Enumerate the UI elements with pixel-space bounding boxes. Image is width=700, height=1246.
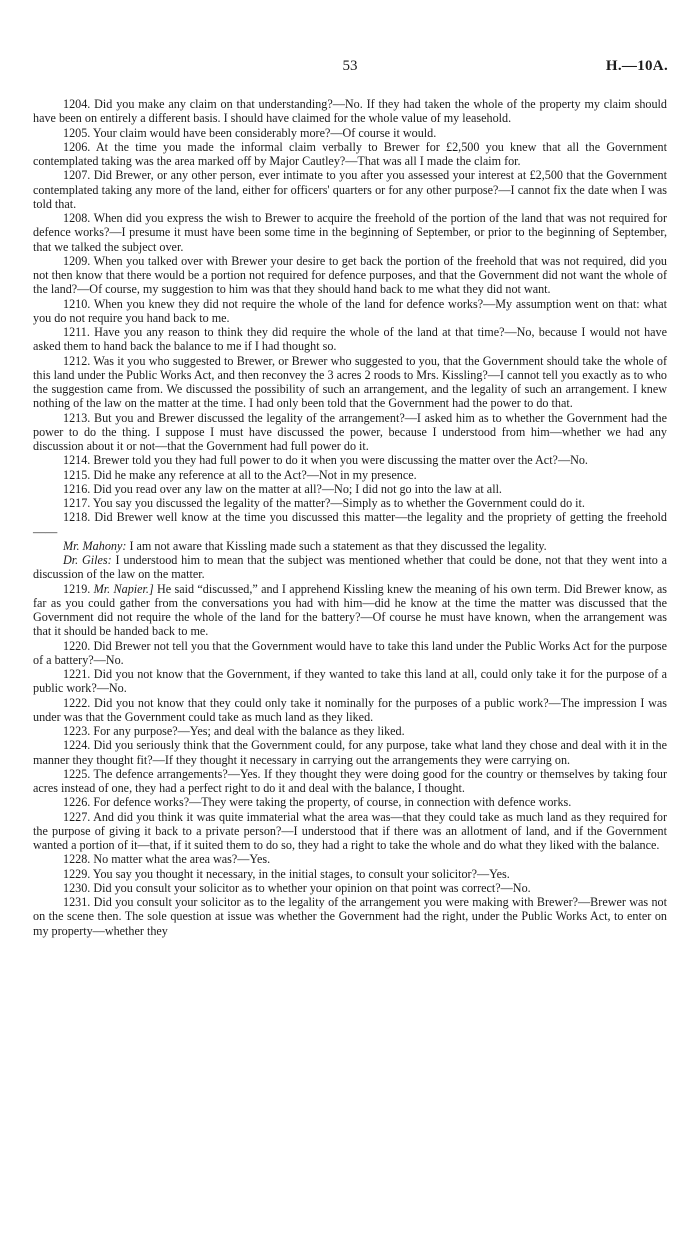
paragraph: Dr. Giles: I understood him to mean that the subject was mentioned whether that could be done, not that they went into a discussion of the law on the matter. bbox=[33, 553, 667, 582]
paragraph: Mr. Mahony: I am not aware that Kissling made such a statement as that they discussed the legality. bbox=[63, 538, 547, 553]
paragraph: 1225. The defence arrangements?—Yes. If they thought they were doing good for the country or themselves by taking four acres instead of one, they had a perfect right to do it and deal with the balance, I thought. bbox=[33, 766, 667, 795]
page-header bbox=[0, 58, 700, 80]
paragraph: 1223. For any purpose?—Yes; and deal with the balance as they liked. bbox=[63, 724, 405, 738]
speaker-name: Mr. Napier.] bbox=[93, 581, 154, 596]
paragraph: 1228. No matter what the area was?—Yes. bbox=[63, 852, 271, 867]
paragraph: 1216. Did you read over any law on the matter at all?—No; I did not go into the law at all. bbox=[63, 481, 502, 496]
paragraph: 1221. Did you not know that the Government, if they wanted to take this land at all, could only take it for the purpose of a public work?—No. bbox=[33, 667, 667, 696]
speaker-name: Dr. Giles: bbox=[63, 553, 112, 567]
paragraph: 1204. Did you make any claim on that understanding?—No. If they had taken the whole of the property my claim should have been on entirely a different basis. I should have claimed for the whole value of my leasehold. bbox=[33, 97, 667, 126]
paragraph: 1229. You say you thought it necessary, in the initial stages, to consult your solicitor?—Yes. bbox=[63, 866, 510, 881]
paragraph: 1206. At the time you made the informal claim verbally to Brewer for £2,500 you knew that all the Government contemplated taking was the area marked off by Major Cautley?—That was all I made the claim for. bbox=[33, 139, 667, 168]
paragraph: 1210. When you knew they did not require the whole of the land for defence works?—My assumption went on that: what you do not require you hand back to me. bbox=[33, 296, 667, 325]
page-number: 53 bbox=[342, 58, 358, 74]
paragraph: 1212. Was it you who suggested to Brewer, or Brewer who suggested to you, that the Government should take the whole of this land under the Public Works Act, and then reconvey the 3 acres 2 roods to Mrs. Kissling?—I cannot tell you exactly as to who the suggestion came from. We discussed the possibility of such an arrangement, and the legality of such an arrangement. I knew nothing of the law on the matter at the time. I had only been told that the Government had the power to do that. bbox=[33, 353, 667, 411]
paragraph: 1224. Did you seriously think that the Government could, for any purpose, take what land they chose and deal with it in the manner they thought fit?—If they thought it necessary in carrying out the arrangements they were carrying on. bbox=[33, 738, 667, 767]
paragraph: 1214. Brewer told you they had full power to do it when you were discussing the matter over the Act?—No. bbox=[63, 453, 588, 468]
paragraph: 1209. When you talked over with Brewer your desire to get back the portion of the freehold that was not required, did you not then know that there would be a portion not required for defence purposes, and that the Government did not want the whole of the land?—Of course, my suggestion to him was that they should hand back to me what they did not want. bbox=[33, 253, 667, 297]
paragraph: 1213. But you and Brewer discussed the legality of the arrangement?—I asked him as to whether the Government had the power to do the thing. I suppose I must have discussed the power, because I understood from him—whether we had any discussion about it or not—that the Government had full power do it. bbox=[33, 410, 667, 453]
paragraph: 1211. Have you any reason to think they did require the whole of the land at that time?—No, because I would not have asked them to hand back the balance to me if I had thought so. bbox=[33, 325, 667, 354]
paragraph: 1222. Did you not know that they could only take it nominally for the purposes of a public work?—The impression I was under was that the Government could take as much land as they liked. bbox=[33, 695, 667, 724]
paragraph: 1219. Mr. Napier.] He said “discussed,” and I apprehend Kissling knew the meaning of his own term. Did Brewer know, as far as you could gather from the conversations you had with him—did he know at the time the matter was discussed that the Government did not require the whole of the land for the battery?—Of course he must have known, when the arrangement was that it should be handed back to me. bbox=[33, 581, 667, 639]
paragraph: 1226. For defence works?—They were taking the property, of course, in connection with defence works. bbox=[63, 795, 572, 810]
paragraph: 1231. Did you consult your solicitor as to the legality of the arrangement you were making with Brewer?—Brewer was not on the scene then. The sole question at issue was whether the Government had the right, under the Public Works Act, to enter on my property—whether they bbox=[33, 895, 667, 938]
paragraph: 1220. Did Brewer not tell you that the Government would have to take this land under the Public Works Act for the purpose of a battery?—No. bbox=[33, 638, 667, 667]
paragraph: 1218. Did Brewer well know at the time you discussed this matter—the legality and the propriety of getting the freehold—— bbox=[33, 510, 667, 539]
paragraph: 1230. Did you consult your solicitor as to whether your opinion on that point was correct?—No. bbox=[63, 880, 531, 895]
paragraph: 1207. Did Brewer, or any other person, ever intimate to you after you assessed your interest at £2,500 that the Government contemplated taking any more of the land, either for officers' quarters or for any other purpose?—I cannot fix the date when I was told that. bbox=[33, 168, 667, 211]
document-reference: H.—10A. bbox=[605, 58, 668, 74]
paragraph: 1227. And did you think it was quite immaterial what the area was—that they could take as much land as they required for the purpose of giving it back to a private person?—I understood that if there was an allotment of land, and if the Government wanted a portion of it—that, if it suited them to do so, they had a right to take the whole and do what they liked with the balance. bbox=[33, 809, 667, 852]
paragraph: 1208. When did you express the wish to Brewer to acquire the freehold of the portion of the land that was not required for defence works?—I presume it must have been some time in the beginning of September, or prior to the beginning of September, that we talked the subject over. bbox=[33, 211, 667, 254]
paragraph: 1205. Your claim would have been considerably more?—Of course it would. bbox=[63, 125, 437, 140]
paragraph: 1215. Did he make any reference at all to the Act?—Not in my presence. bbox=[63, 467, 417, 482]
speaker-name: Mr. Mahony: bbox=[63, 538, 127, 553]
testimony-body bbox=[33, 97, 667, 938]
paragraph: 1217. You say you discussed the legality of the matter?—Simply as to whether the Government could do it. bbox=[63, 496, 585, 510]
